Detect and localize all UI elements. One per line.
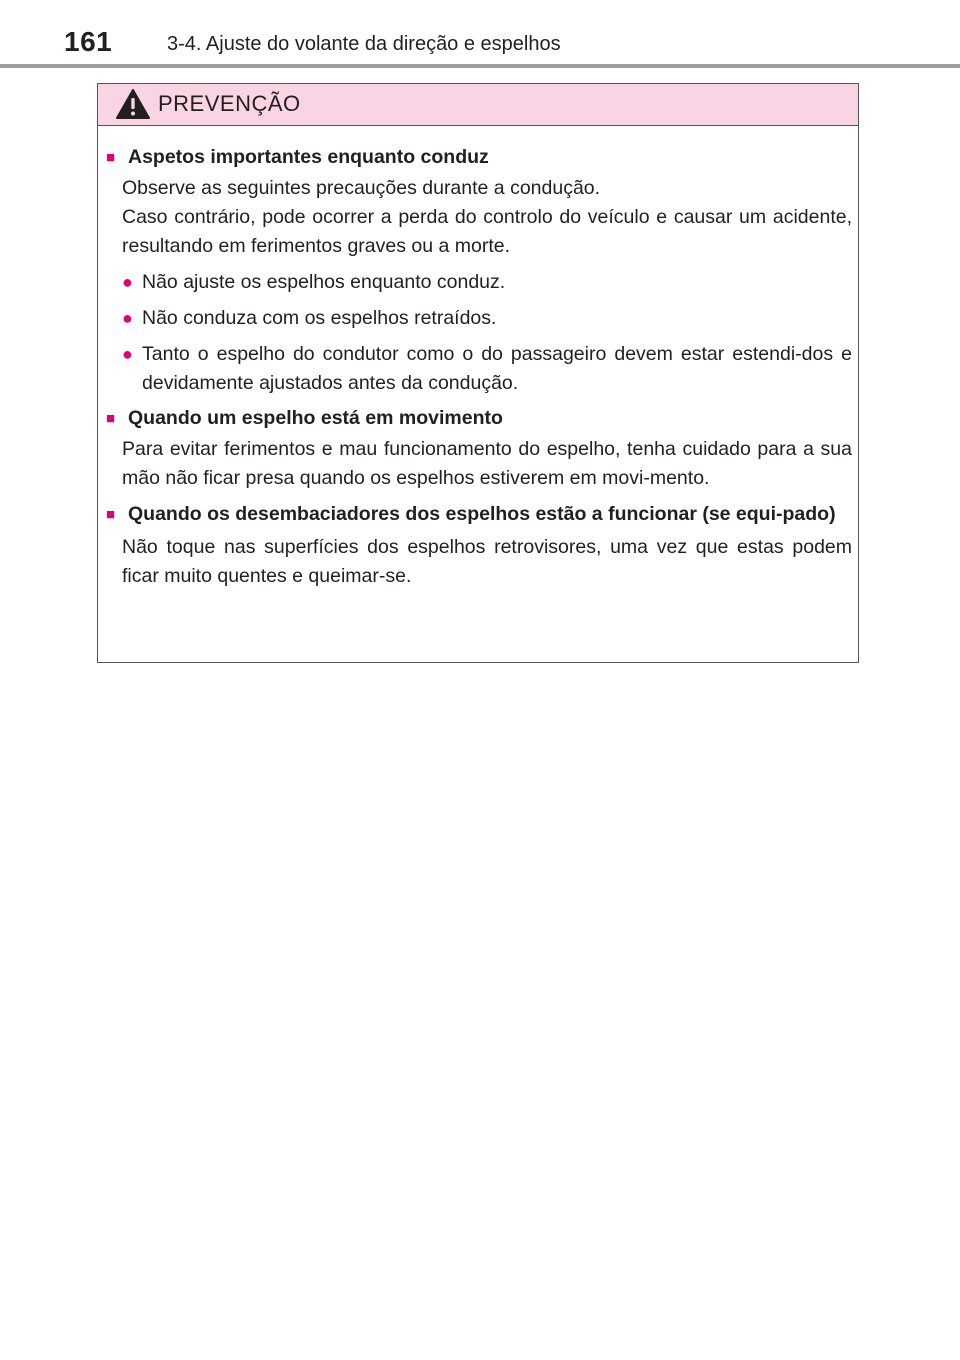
page-header: [0, 0, 960, 66]
list-item: ● Não ajuste os espelhos enquanto conduz.: [106, 268, 852, 297]
section-heading-text: Quando um espelho está em movimento: [128, 407, 503, 429]
circle-bullet-icon: ●: [122, 344, 133, 364]
section-heading-text: Aspetos importantes enquanto conduz: [128, 146, 489, 168]
paragraph: Caso contrário, pode ocorrer a perda do controlo do veículo e causar um acidente, resultando em ferimentos graves ou a morte.: [122, 206, 852, 257]
paragraph: Não toque nas superfícies dos espelhos retrovisores, uma vez que estas podem ficar muito quentes e queimar-se.: [122, 536, 852, 587]
warning-content: [98, 126, 858, 591]
section-heading-text: Quando os desembaciadores dos espelhos estão a funcionar (se equi-pado): [128, 503, 836, 525]
circle-bullet-icon: ●: [122, 308, 133, 328]
warning-box: [97, 83, 859, 663]
paragraph: Para evitar ferimentos e mau funcionamento do espelho, tenha cuidado para a sua mão não ficar presa quando os espelhos estiverem em movi-mento.: [122, 438, 852, 489]
section-heading: [106, 143, 852, 172]
section-heading: [106, 404, 852, 433]
page-number: 161: [64, 26, 113, 57]
warning-triangle-icon: [115, 88, 151, 120]
section-heading: [106, 500, 852, 529]
section-title: 3-4. Ajuste do volante da direção e espelhos: [167, 33, 561, 55]
circle-bullet-icon: ●: [122, 272, 133, 292]
warning-title: PREVENÇÃO: [158, 91, 301, 116]
paragraph: Observe as seguintes precauções durante a condução.: [122, 177, 601, 199]
list-item: ● Tanto o espelho do condutor como o do passageiro devem estar estendi-dos e devidamente ajustados antes da condução.: [106, 340, 852, 398]
square-bullet-icon: ■: [106, 149, 116, 166]
square-bullet-icon: ■: [106, 506, 116, 523]
warning-header: [98, 84, 858, 126]
header-rule: [0, 64, 960, 68]
square-bullet-icon: ■: [106, 410, 116, 427]
list-item: ● Não conduza com os espelhos retraídos.: [106, 304, 852, 333]
